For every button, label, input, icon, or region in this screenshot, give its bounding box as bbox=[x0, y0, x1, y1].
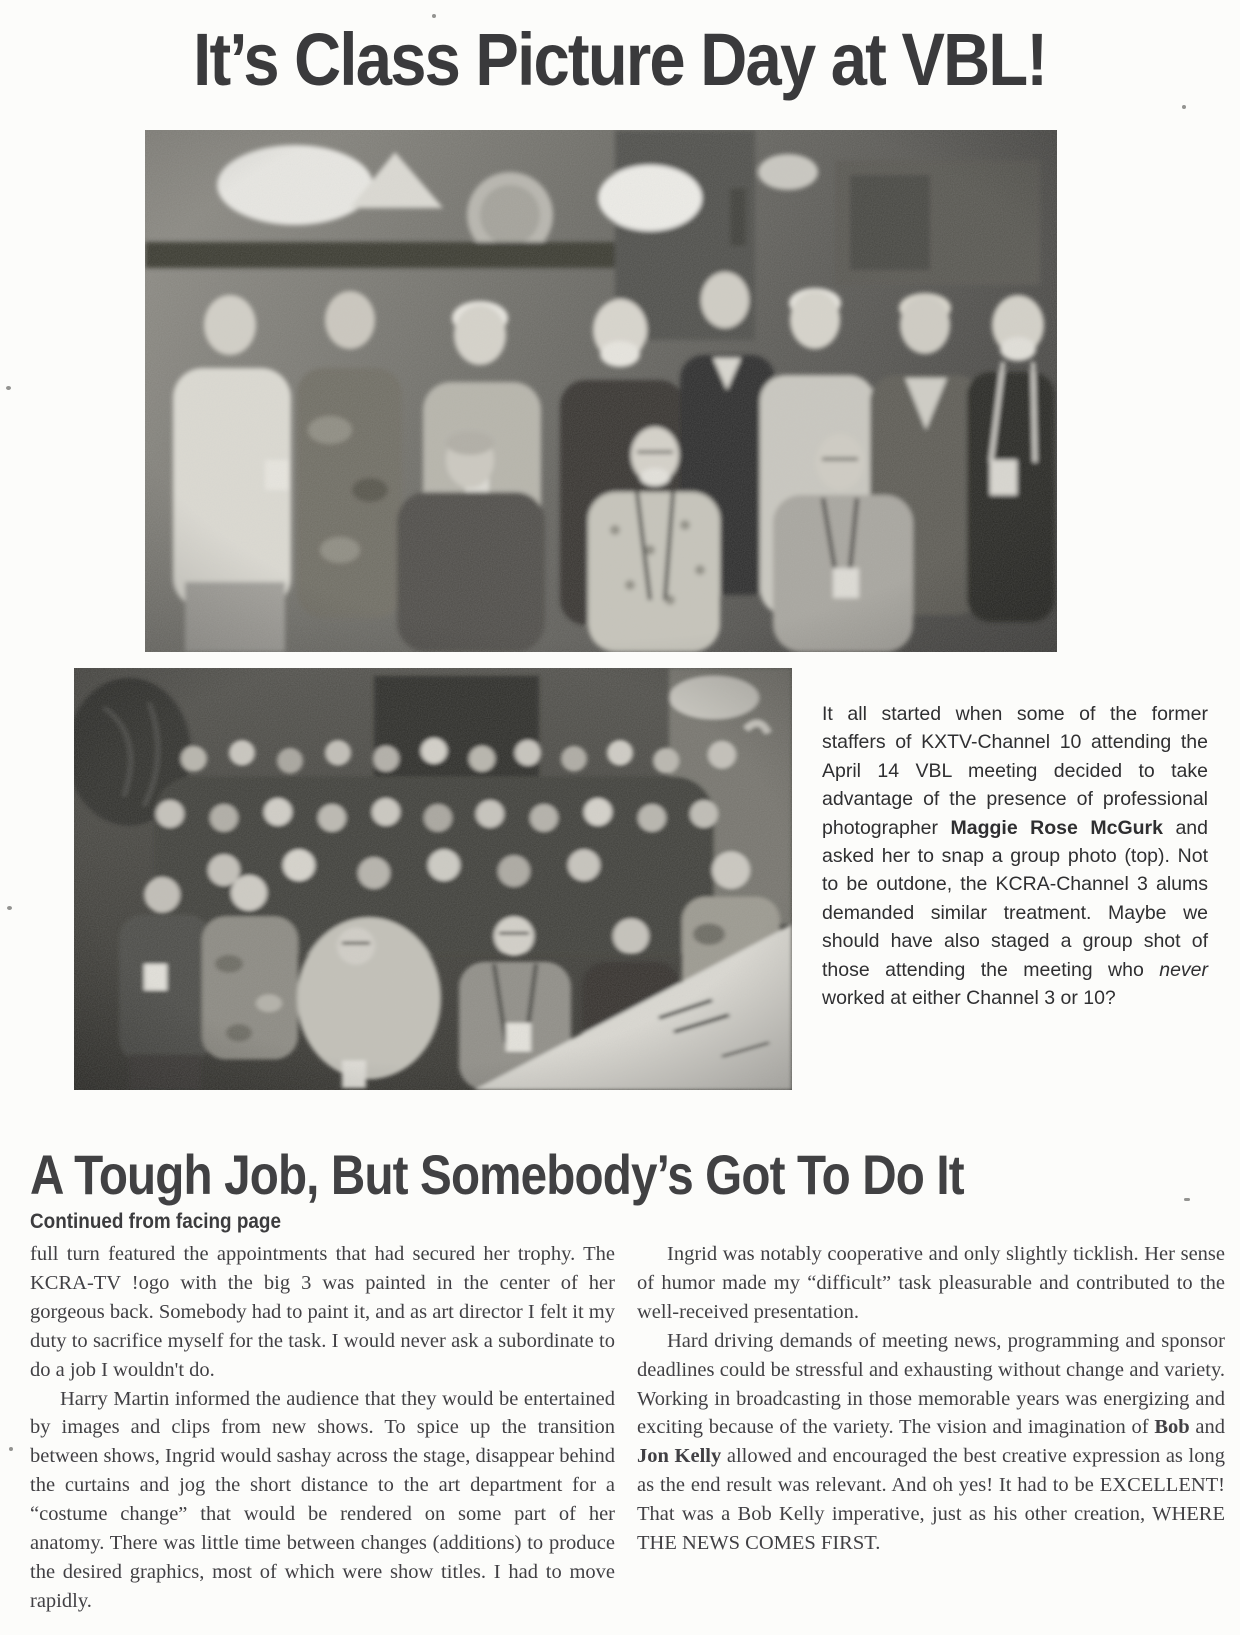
article-headline-wrap bbox=[30, 1143, 1210, 1206]
scan-artifact-dot bbox=[6, 386, 11, 390]
page-title: It’s Class Picture Day at VBL! bbox=[193, 18, 1047, 101]
scan-artifact-dot bbox=[432, 14, 436, 18]
masthead bbox=[0, 18, 1240, 101]
photo-caption: It all started when some of the former staffers of KXTV-Channel 10 attending the April 14 VBL meeting decided to take advantage of the presence of professional photographer Maggie Rose McGurk and asked her to snap a group photo (top). Not to be outdone, the KCRA-Channel 3 alums demanded similar treatment. Maybe we should have also staged a group shot of those attending the meeting who never worked at either Channel 3 or 10? bbox=[822, 703, 1208, 1010]
paragraph: Hard driving demands of meeting news, programming and sponsor deadlines could be stressful and exhausting without change and variety. Working in broadcasting in those memorable years was energizing and exciting because of the variety. The vision and imagination of Bob and Jon Kelly allowed and encouraged the best creative expression as long as the end result was relevant. And oh yes! It had to be EXCELLENT! That was a Bob Kelly imperative, just as his other creation, WHERE THE NEWS COMES FIRST. bbox=[637, 1329, 1225, 1555]
kxtv-group-photo bbox=[145, 130, 1057, 652]
kcra-group-photo-art bbox=[74, 668, 792, 1090]
paragraph: full turn featured the appointments that had secured her trophy. The KCRA-TV !ogo with the big 3 was painted in the center of her gorgeous back. Somebody had to paint it, and as art director I felt it my duty to sacrifice myself for the task. I would never ask a subordinate to do a job I wouldn't do. bbox=[30, 1243, 615, 1381]
paragraph: Ingrid was notably cooperative and only slightly ticklish. Her sense of humor made my “difficult” task pleasurable and contributed to the well-received presentation. bbox=[637, 1243, 1225, 1323]
kcra-group-photo bbox=[74, 668, 792, 1090]
scan-artifact-dot bbox=[9, 1447, 13, 1451]
scan-artifact-dot bbox=[1182, 105, 1186, 109]
paragraph: Harry Martin informed the audience that they would be entertained by images and clips from new shows. To spice up the transition between shows, Ingrid would sashay across the stage, disappear behind the curtains and jog the short distance to the art department for a “costume change” that would be rendered on some part of her anatomy. There was little time between changes (additions) to produce the desired graphics, most of which were show titles. I had to move rapidly. bbox=[30, 1387, 615, 1612]
continued-note: Continued from facing page bbox=[30, 1210, 281, 1233]
article-headline: A Tough Job, But Somebody’s Got To Do It bbox=[30, 1143, 964, 1206]
kxtv-group-photo-art bbox=[145, 130, 1057, 652]
scan-artifact-dash bbox=[1184, 1198, 1190, 1201]
scan-artifact-dot bbox=[7, 906, 12, 910]
article-left-column bbox=[30, 1240, 615, 1616]
article-right-column bbox=[637, 1240, 1225, 1558]
